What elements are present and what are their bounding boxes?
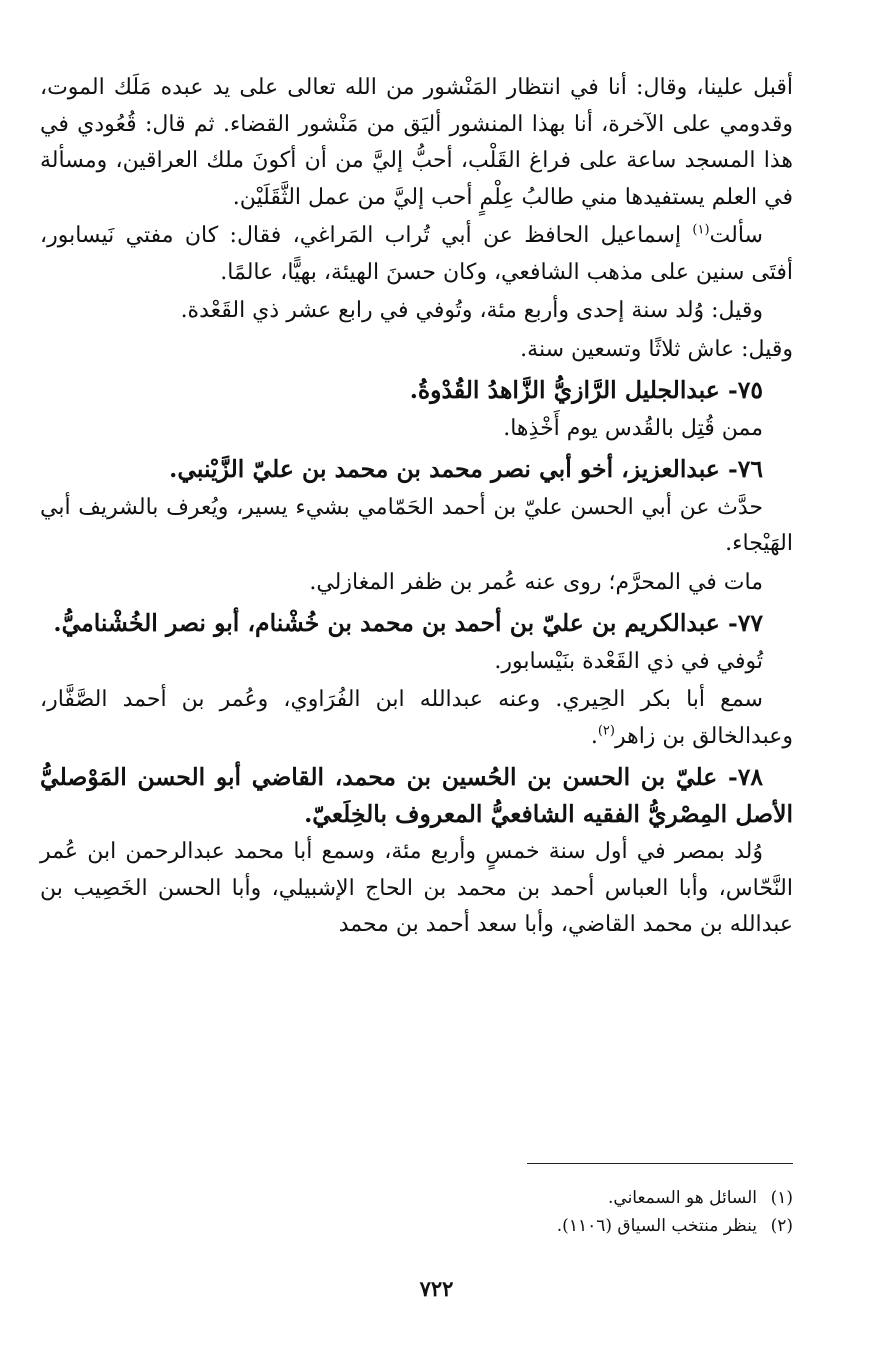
paragraph bbox=[40, 682, 793, 755]
entry-heading-78: ٧٨- عليّ بن الحسن بن الحُسين بن محمد، القاضي أبو الحسن المَوْصليُّ الأصل المِصْريُّ الفقيه الشافعيُّ المعروف بالخِلَعيّ. bbox=[40, 763, 793, 828]
footnote-ref[interactable]: (١) bbox=[692, 222, 710, 238]
paragraph: وُلد بمصر في أول سنة خمسٍ وأربع مئة، وسمع أبا محمد عبدالرحمن ابن عُمر النَّحّاس، وأبا العباس أحمد بن محمد بن الحاج الإشبيلي، وأبا الحسن الخَصِيب بن عبدالله بن محمد القاضي، وأبا سعد أحمد بن محمد bbox=[40, 839, 793, 937]
paragraph: وقيل: وُلد سنة إحدى وأربع مئة، وتُوفي في رابع عشر ذي القَعْدة. bbox=[180, 298, 763, 323]
footnote-text: ينظر منتخب السياق (١١٠٦). bbox=[556, 1216, 757, 1236]
paragraph: مات في المحرَّم؛ روى عنه عُمر بن ظفر المغازلي. bbox=[309, 569, 763, 595]
paragraph: ممن قُتِل بالقُدس يوم أَخْذِها. bbox=[503, 415, 763, 441]
paragraph bbox=[40, 218, 793, 291]
footnote-number: (١) bbox=[770, 1188, 793, 1208]
page-number: ٧٢٢ bbox=[419, 1276, 454, 1301]
footnote-item bbox=[420, 1212, 793, 1240]
footnote-text: السائل هو السمعاني. bbox=[608, 1188, 757, 1208]
footnote-item bbox=[420, 1184, 793, 1212]
page-body bbox=[40, 70, 793, 946]
entry-heading-75: ٧٥- عبدالجليل الرَّازيُّ الزَّاهدُ القُدْوةُ. bbox=[409, 376, 763, 404]
paragraph: وقيل: عاش ثلاثًا وتسعين سنة. bbox=[520, 336, 793, 362]
paragraph-text: إسماعيل الحافظ عن أبي تُراب المَراغي، فقال: كان مفتي نَيسابور، أفتَى سنين على مذهب الشافعي، وكان حسنَ الهيئة، بهيًّا، عالمًا. bbox=[40, 223, 793, 285]
footnotes bbox=[420, 1184, 793, 1240]
paragraph: تُوفي في ذي القَعْدة بنَيْسابور. bbox=[494, 648, 763, 674]
entry-heading-76: ٧٦- عبدالعزيز، أخو أبي نصر محمد بن محمد بن عليّ الزَّيْنبي. bbox=[169, 455, 763, 483]
footnote-divider bbox=[527, 1163, 793, 1164]
entry-heading-77: ٧٧- عبدالكريم بن عليّ بن أحمد بن محمد بن خُشْنام، أبو نصر الخُشْناميُّ. bbox=[53, 609, 763, 637]
paragraph-text: . bbox=[590, 723, 598, 749]
paragraph: أقبل علينا، وقال: أنا في انتظار المَنْشور من الله تعالى على يد عبده مَلَك الموت، وقدومي على الآخرة، أنا بهذا المنشور أليَق من مَنْشور القضاء. ثم قال: قُعُودي في هذا المسجد ساعة على فراغ القَلْب، أحبُّ إليَّ من أن أكونَ ملك العراقين، ومسألة في العلم يستفيدها مني طالبُ عِلْمٍ أحب إليَّ من عمل الثَّقَلَيْن. bbox=[40, 75, 793, 210]
paragraph-text: سمع أبا بكر الحِيري. وعنه عبدالله ابن الفُرَاوي، وعُمر بن أحمد الصَّفَّار، وعبدالخالق بن زاهر bbox=[40, 687, 793, 749]
paragraph: حدَّث عن أبي الحسن عليّ بن أحمد الحَمّامي بشيء يسير، ويُعرف بالشريف أبي الهَيْجاء. bbox=[40, 494, 793, 556]
footnote-number: (٢) bbox=[770, 1216, 793, 1236]
footnote-ref[interactable]: (٢) bbox=[597, 723, 615, 739]
paragraph-text: سألت bbox=[709, 223, 763, 248]
